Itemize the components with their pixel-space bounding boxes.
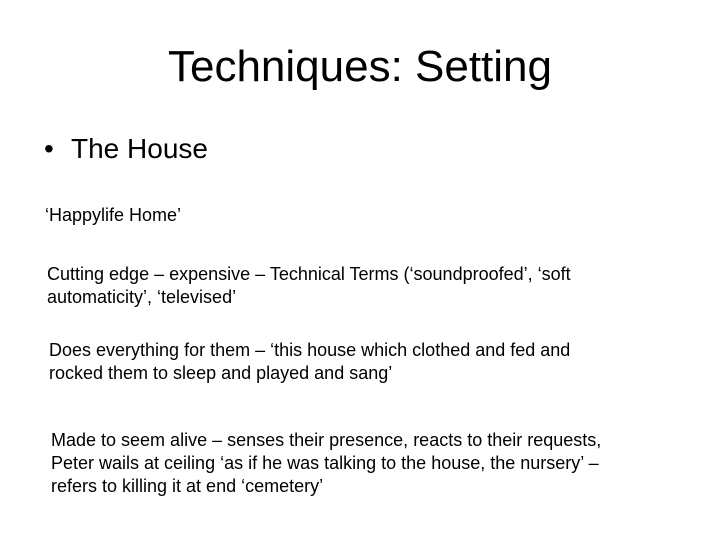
bullet-text: The House — [71, 133, 208, 164]
paragraph-does-everything — [49, 339, 570, 385]
paragraph-cutting-edge — [47, 263, 571, 309]
paragraph-line: Made to seem alive – senses their presence, reacts to their requests, — [51, 430, 602, 450]
bullet-symbol: • — [44, 133, 54, 164]
paragraph-line: automaticity’, ‘televised’ — [47, 287, 237, 307]
slide-title: Techniques: Setting — [167, 42, 553, 91]
paragraph-line: rocked them to sleep and played and sang’ — [49, 363, 393, 383]
paragraph-line: Cutting edge – expensive – Technical Terms (‘soundproofed’, ‘soft — [47, 264, 571, 284]
paragraph-made-to-seem-alive — [51, 429, 601, 498]
paragraph-line: refers to killing it at end ‘cemetery’ — [51, 476, 324, 496]
paragraph-happylife-home — [45, 204, 181, 227]
paragraph-line: Does everything for them – ‘this house which clothed and fed and — [49, 340, 571, 360]
paragraph-line: Peter wails at ceiling ‘as if he was talking to the house, the nursery’ – — [51, 453, 599, 473]
bullet-item — [44, 131, 208, 167]
paragraph-line: ‘Happylife Home’ — [45, 205, 182, 225]
